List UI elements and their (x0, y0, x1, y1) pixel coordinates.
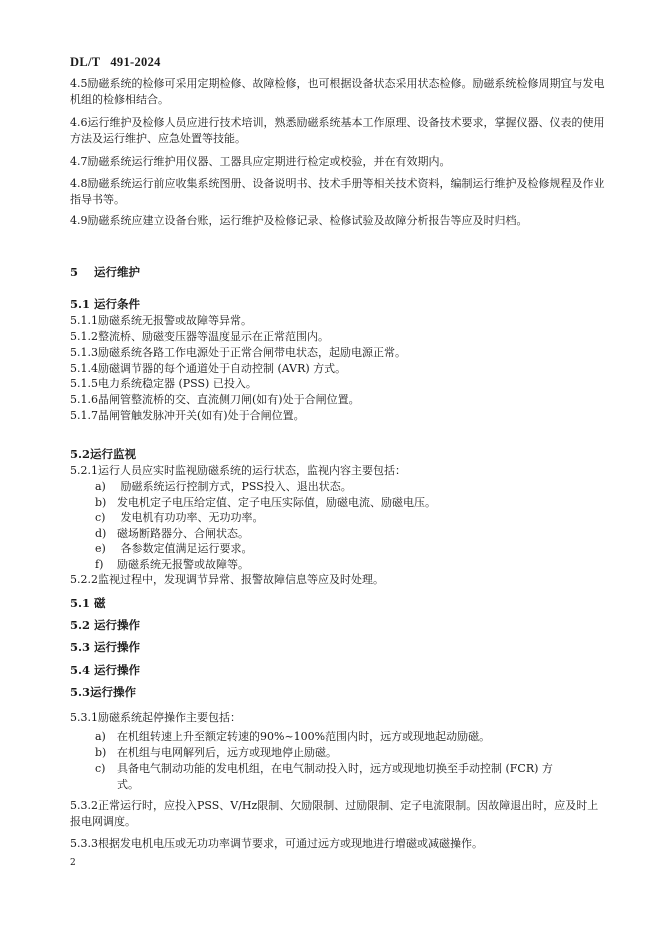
clause-5-1-6: 5.1.6晶闸管整流桥的交、直流侧刀闸(如有)处于合闸位置。 (70, 393, 360, 406)
section-5-number: 5 (70, 265, 79, 279)
section-5-heading (70, 264, 140, 280)
standard-code-header (70, 55, 161, 70)
stray-heading: 5.3 运行操作 (70, 640, 141, 654)
list-item: a) 励磁系统运行控制方式，PSS投入、退出状态。 (95, 480, 352, 493)
section-5-3-heading: 5.3运行操作 (70, 685, 137, 699)
clause-4-7: 4.7励磁系统运行维护用仪器、工器具应定期进行检定或校验，并在有效期内。 (70, 155, 451, 168)
list-item: a) 在机组转速上升至额定转速的90%~100%范围内时，远方或现地起动励磁。 (95, 730, 491, 743)
clause-5-3-2: 5.3.2正常运行时，应投入PSS、V/Hz限制、欠励限制、过励限制、定子电流限制。因故障退出时，应及时上报电网调度。 (70, 799, 599, 828)
clause-5-1-4: 5.1.4励磁调节器的每个通道处于自动控制 (AVR) 方式。 (70, 362, 347, 375)
section-5-2-heading: 5.2运行监视 (70, 447, 137, 461)
clause-5-1-2: 5.1.2整流桥、励磁变压器等温度显示在正常范围内。 (70, 330, 329, 343)
page-number: 2 (70, 858, 76, 868)
section-5-1-heading: 5.1 运行条件 (70, 297, 141, 311)
clause-5-1-1: 5.1.1励磁系统无报警或故障等异常。 (70, 314, 252, 327)
clause-5-1-5: 5.1.5电力系统稳定器 (PSS) 已投入。 (70, 377, 257, 390)
list-item: b) 在机组与电网解列后，远方或现地停止励磁。 (95, 746, 337, 759)
clause-5-1-7: 5.1.7晶闸管触发脉冲开关(如有)处于合闸位置。 (70, 409, 305, 422)
list-item: e) 各参数定值满足运行要求。 (95, 542, 253, 555)
clause-4-6: 4.6运行维护及检修人员应进行技术培训，熟悉励磁系统基本工作原理、设备技术要求，掌握仪器、仪表的使用方法及运行维护、应急处置等技能。 (70, 116, 605, 145)
stray-heading: 5.2 运行操作 (70, 618, 141, 632)
list-item: f) 励磁系统无报警或故障等。 (95, 558, 249, 571)
list-item: b) 发电机定子电压给定值、定子电压实际值，励磁电流、励磁电压。 (95, 496, 436, 509)
clause-4-8: 4.8励磁系统运行前应收集系统图册、设备说明书、技术手册等相关技术资料，编制运行维护及检修规程及作业指导书等。 (70, 177, 605, 206)
section-5-title: 运行维护 (94, 265, 140, 279)
list-item: d) 磁场断路器分、合闸状态。 (95, 527, 249, 540)
clause-5-2-1: 5.2.1运行人员应实时监视励磁系统的运行状态，监视内容主要包括： (70, 464, 406, 477)
clause-4-5: 4.5励磁系统的检修可采用定期检修、故障检修，也可根据设备状态采用状态检修。励磁系统检修周期宜与发电机组的检修相结合。 (70, 77, 605, 106)
clause-5-3-3: 5.3.3根据发电机电压或无功功率调节要求，可通过远方或现地进行增磁或减磁操作。 (70, 837, 483, 850)
stray-heading: 5.1 磁 (70, 596, 106, 610)
list-item-continuation: 式。 (117, 778, 139, 791)
standard-number: 491-2024 (110, 55, 161, 69)
clause-5-2-2: 5.2.2监视过程中，发现调节异常、报警故障信息等应及时处理。 (70, 573, 384, 586)
clause-4-9: 4.9励磁系统应建立设备台账，运行维护及检修记录、检修试验及故障分析报告等应及时归档。 (70, 214, 528, 227)
stray-heading: 5.4 运行操作 (70, 663, 141, 677)
clause-5-1-3: 5.1.3励磁系统各路工作电源处于正常合闸带电状态，起励电源正常。 (70, 346, 406, 359)
clause-5-3-1: 5.3.1励磁系统起停操作主要包括： (70, 711, 241, 724)
list-item: c) 发电机有功功率、无功功率。 (95, 511, 264, 524)
list-item: c) 具备电气制动功能的发电机组，在电气制动投入时，远方或现地切换至手动控制 (FCR) 方 (95, 762, 553, 775)
standard-code: DL/T (70, 55, 101, 69)
